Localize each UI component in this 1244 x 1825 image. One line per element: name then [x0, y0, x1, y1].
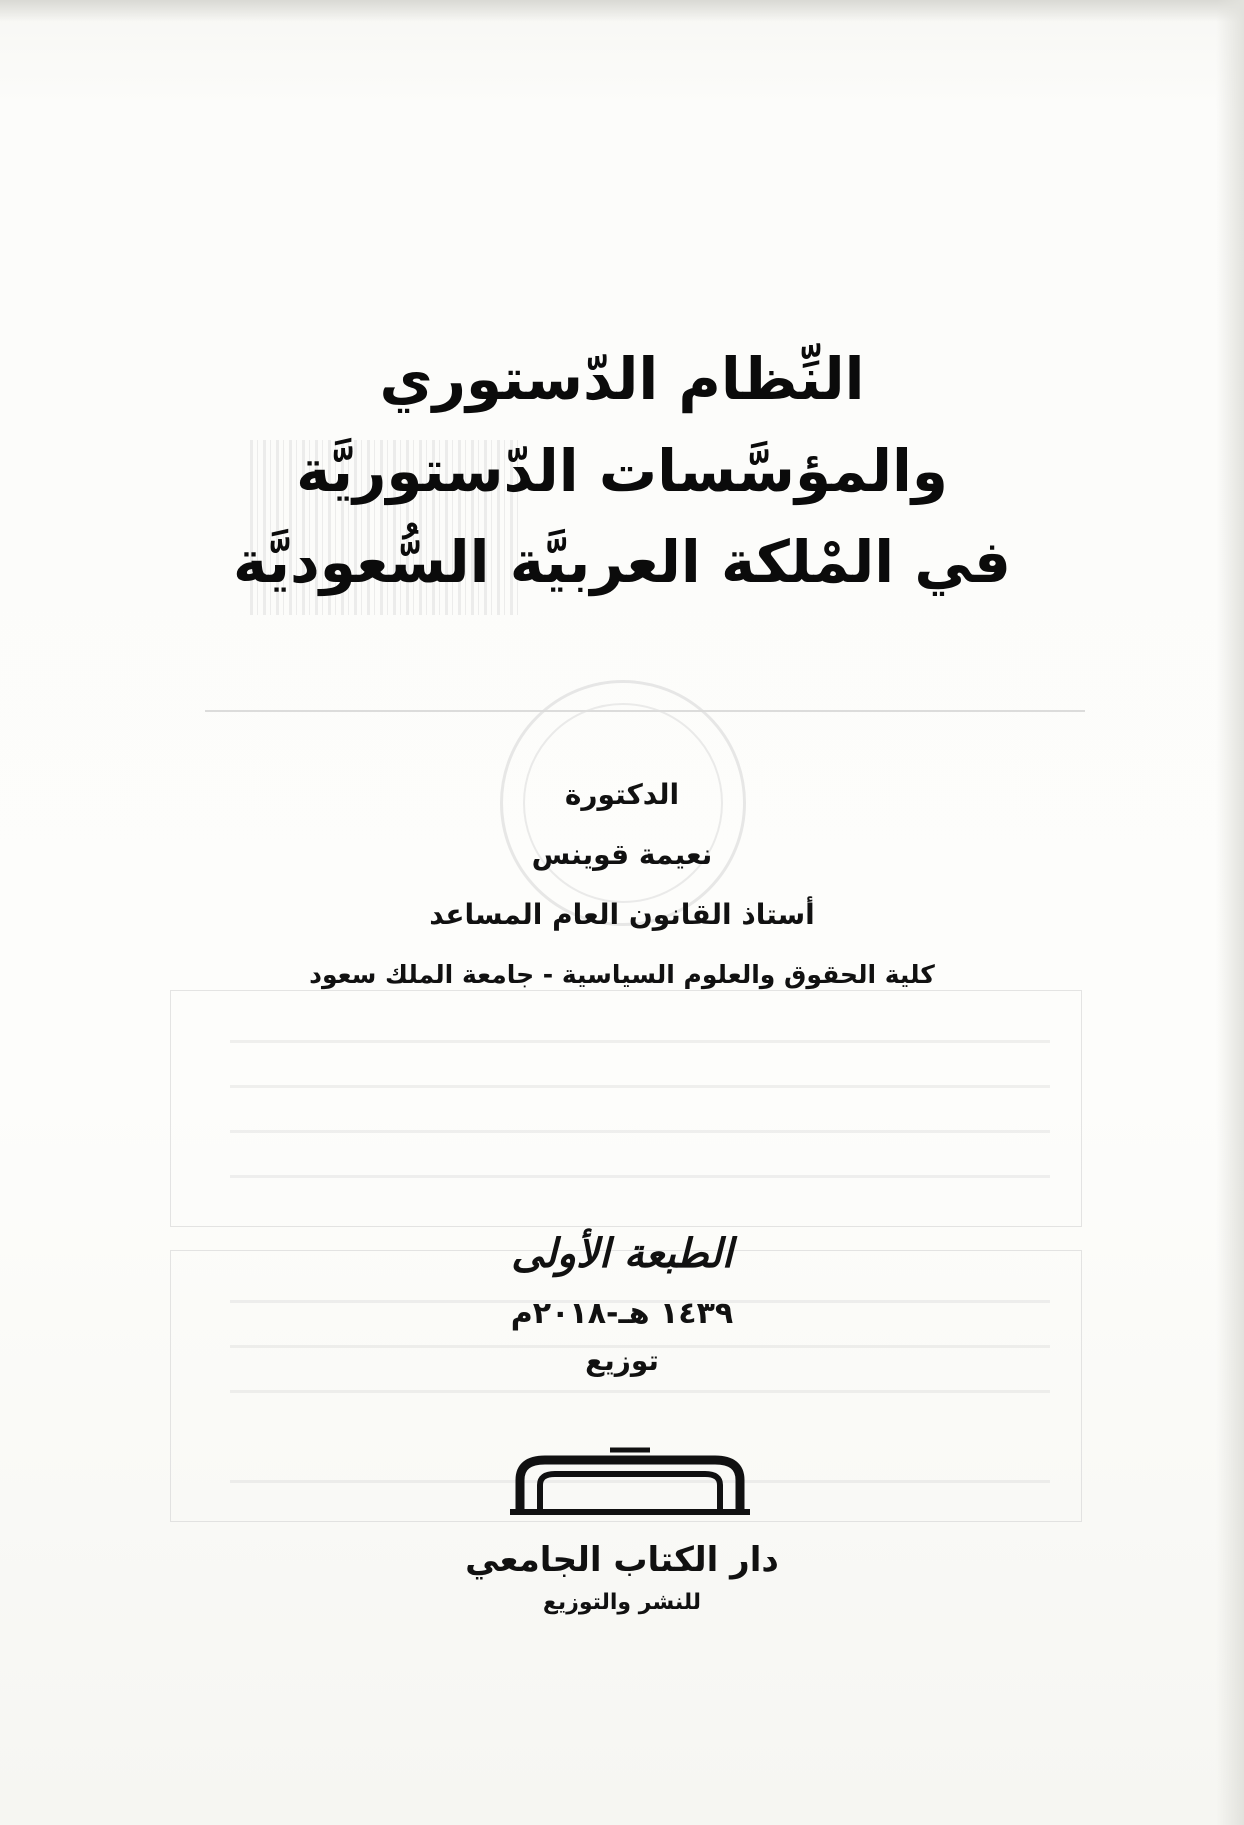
distribution-label: توزيع	[585, 1344, 659, 1377]
publisher-book-logo-icon	[500, 1440, 760, 1520]
edition-date: ١٤٣٩ هـ-٢٠١٨م	[510, 1296, 734, 1331]
bleed-line-2	[230, 1085, 1050, 1088]
author-name: نعيمة قوينس	[531, 838, 713, 871]
bleed-line-3	[230, 1130, 1050, 1133]
publisher-subtitle: للنشر والتوزيع	[542, 1590, 702, 1615]
title-line-2: والمؤسَّسات الدّستوريَّة	[296, 437, 948, 505]
bleed-line-1	[230, 1040, 1050, 1043]
edition-label: الطبعة الأولى	[511, 1230, 733, 1277]
author-rank: أستاذ القانون العام المساعد	[429, 898, 815, 931]
bleed-line-4	[230, 1175, 1050, 1178]
title-line-3: في المْلكة العربيَّة السُّعوديَّة	[233, 528, 1011, 596]
scan-top-shadow	[0, 0, 1244, 22]
title-line-1: النِّظام الدّستوري	[379, 345, 865, 413]
author-academic-title: الدكتورة	[564, 778, 680, 811]
publisher-name: دار الكتاب الجامعي	[465, 1540, 779, 1580]
bleed-box-1	[170, 990, 1082, 1227]
author-affiliation: كلية الحقوق والعلوم السياسية - جامعة الملك سعود	[309, 960, 935, 989]
bleed-line-7	[230, 1390, 1050, 1393]
